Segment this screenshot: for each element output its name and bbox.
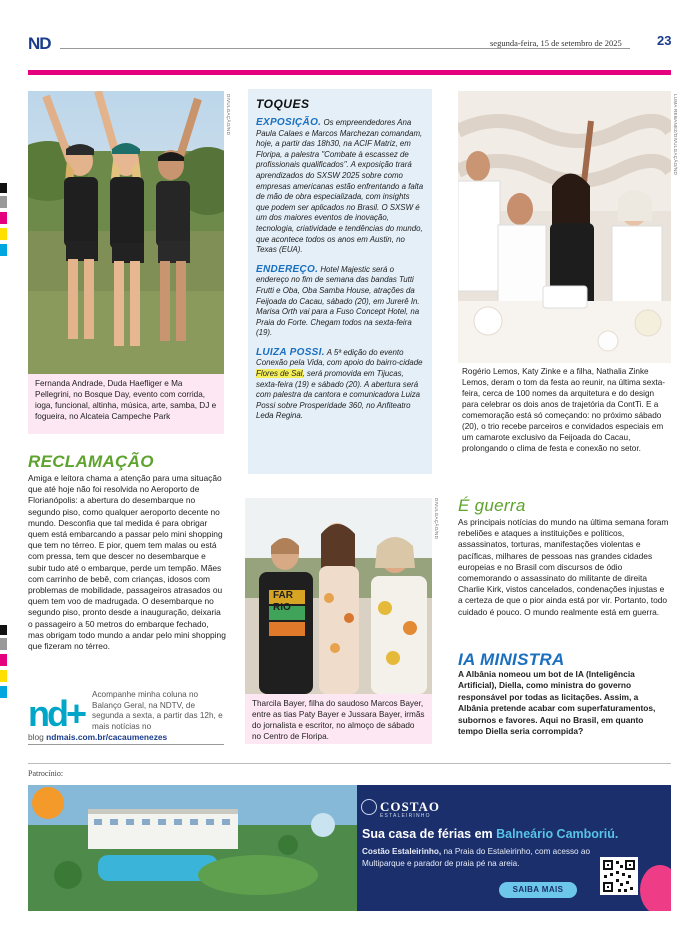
nd-plus-logo: nd+ (28, 693, 85, 734)
photo-caption: Fernanda Andrade, Duda Haefliger e Ma Pellegrini, no Bosque Day, evento com corrida, ioga, funcional, altinha, música, arte, samba, DJ e fogueira, no Alcateia Campeche Park (28, 374, 224, 434)
color-mark (0, 686, 7, 698)
toques-keyword: LUIZA POSSI. (256, 346, 325, 358)
photo-bayer-family (245, 498, 432, 694)
toques-keyword: EXPOSIÇÃO. (256, 117, 322, 128)
section-bar (28, 70, 671, 75)
guerra-text: As principais notícias do mundo na última semana foram rebeliões e ataques a instituições e políticos, assassinatos, torturas, manifestações violentas e pacíficas, milhares de pessoas nas grandes cidades europeias e no Brasil com discursos de ódio comemorando o assassinato do militante de direita Charlie Kirk, vistos cancelados, condenações injustas e a certeza de que o pior ainda está por vir. Portanto, todo cuidado é pouco. O mundo realmente está em guerra. (458, 517, 669, 617)
toques-text: , será promovida em Tijucas, sexta-feira (19) e sábado (20). A abertura será com palestra da cantora e comunicadora Luiza Possi sobre Prosperidade 360, no Anfiteatro Leda Regina. (256, 369, 421, 421)
color-mark (0, 196, 7, 208)
sponsor-ad[interactable] (28, 785, 671, 911)
ia-ministra-title: IA MINISTRA (458, 650, 565, 669)
photo-credit: DIVULGAÇÃO/ND (226, 94, 231, 136)
ad-headline-highlight: Balneário Camboriú. (496, 827, 619, 841)
promo-divider (28, 744, 224, 745)
ad-headline (362, 827, 618, 841)
color-mark (0, 244, 7, 256)
toques-box (248, 89, 432, 474)
shirt-print: FAR RIO (273, 590, 293, 613)
footer-rule (28, 763, 671, 764)
photo-bosque-day (28, 91, 224, 374)
ad-body-bold: Costão Estaleirinho, (362, 847, 442, 856)
toques-text: Hotel Majestic será o endereço no fim de semana das bandas Tutti Frutti e Oba, Oba Samba House, atrações da Feijoada do Cacau, sábado (20), em Jurerê In. Marisa Orth vai para a Fuso Concept Hotel, na Praia do Forte. Chegam todos na sexta-feira (19). (256, 264, 420, 338)
photo-credit: LUMA REBANEZ/DIVULGAÇÃO/ND (673, 94, 678, 176)
color-mark (0, 228, 7, 240)
photo-credit: DIVULGAÇÃO/ND (434, 498, 439, 540)
color-mark (0, 654, 7, 666)
toques-item (256, 117, 424, 256)
page-number: 23 (657, 33, 672, 48)
saiba-mais-button[interactable]: SAIBA MAIS (499, 882, 577, 898)
header-rule (60, 48, 630, 49)
reclamacao-text: Amiga e leitora chama a atenção para uma situação que até hoje não foi resolvida no Aeroporto de Florianópolis: a abertura do desembarque no segundo piso, como qualquer aeroporto decente no mundo. Desconfia que tal medida é para obrigar quem está embarcando a passar pelo mini shopping que tem no térreo. E pior, quem tem malas ou está com pressa, tem que descer no desembarque e subir tudo até o embarque, perde um tempão. Mães com carrinho de bebê, com crianças, idosos com problemas de mobilidade, passageiros atrasados ou quem tem voo de madrugada. O desembarque no segundo piso, pronto desde a inauguração, deixaria o passageiro a 50 metros do embarque fechado, mas obrigam todo mundo a andar pelo mini shopping que fizeram no térreo. (28, 473, 226, 652)
ad-brand: COSTAO (380, 799, 440, 814)
reclamacao-title: RECLAMAÇÃO (28, 452, 154, 471)
toques-text: A 5ª edição do evento Conexão pela Vida, com apoio do bairro-cidade (256, 347, 423, 368)
color-mark (0, 625, 7, 635)
photo-caption: Tharcila Bayer, filha do saudoso Marcos Bayer, entre as tias Paty Bayer e Jussara Bayer, irmãs do jornalista e escritor, no almoço de sábado no Centro de Floripa. (245, 694, 432, 744)
ad-brand-sub: ESTALEIRINHO (380, 813, 431, 819)
promo-text: Acompanhe minha coluna no Balanço Geral, na NDTV, de segunda a sexta, a partir das 12h, e mais notícias no (92, 690, 223, 731)
qr-code-icon[interactable] (600, 857, 638, 895)
toques-item (256, 264, 424, 339)
ad-body (362, 846, 612, 869)
highlighted-text: Flores de Sal (256, 369, 303, 379)
blog-link-prefix: blog (28, 732, 47, 742)
toques-item (256, 347, 424, 422)
ad-headline-text: Sua casa de férias em (362, 827, 497, 841)
ad-body-text: na Praia do Estaleirinho, com acesso ao Multiparque e parador de praia pé na areia. (362, 847, 590, 868)
photo-caption: Rogério Lemos, Katy Zinke e a filha, Nathalia Zinke Lemos, deram o tom da festa ao reunir, na última sexta-feira, cerca de 100 nomes da arquitetura e do design para celebrar os dois anos de trajetória da ContTi. E a comemoração está só começando: no próximo sábado (20), o trio recebe parceiros e convidados especiais em um camarote exclusivo da Feijoada do Cacau, prolongando o clima de festa e conexão no setor. (462, 367, 665, 453)
color-mark (0, 670, 7, 682)
toques-keyword: ENDEREÇO. (256, 263, 319, 275)
photo-contti-party (458, 91, 671, 363)
issue-date: segunda-feira, 15 de setembro de 2025 (490, 38, 622, 48)
color-mark (0, 638, 7, 650)
decorative-shape (640, 865, 671, 911)
color-mark (0, 183, 7, 193)
brand-emblem-icon (361, 799, 377, 815)
blog-url[interactable]: ndmais.com.br/cacaumenezes (46, 732, 168, 742)
nd-logo: ND (28, 34, 51, 53)
ia-ministra-text: A Albânia nomeou um bot de IA (Inteligência Artificial), Diella, como ministra do governo responsável por todas as licitações. Assim, a Albânia pretende acabar com superfaturamentos, subornos e favores. Aqui no Brasil, em quanto tempo Diella seria corrompida? (458, 669, 656, 737)
guerra-title: É guerra (458, 496, 526, 515)
resort-image (28, 785, 357, 911)
toques-text: Os empreendedores Ana Paula Calaes e Marcos Marchezan comandam, hoje, a partir das 18h30, na ACIF Matriz, em Floripa, a palestra "Combate à escassez de profissionais qualificados". A exposição trará aprendizados do SXSW 2025 sobre como empresas americanas estão enfrentando a falta de mão de obra especializada, com insights que podem ser aplicados no Brasil. O SXSW é um dos maiores eventos de inovação, tecnologia, criatividade e tendências do mundo, que acontece todos os anos em Austin, no Texas (EUA). (256, 118, 424, 255)
sponsor-label: Patrocínio: (28, 769, 64, 778)
blog-link[interactable] (28, 732, 167, 742)
toques-title: TOQUES (256, 97, 310, 111)
color-mark (0, 212, 7, 224)
